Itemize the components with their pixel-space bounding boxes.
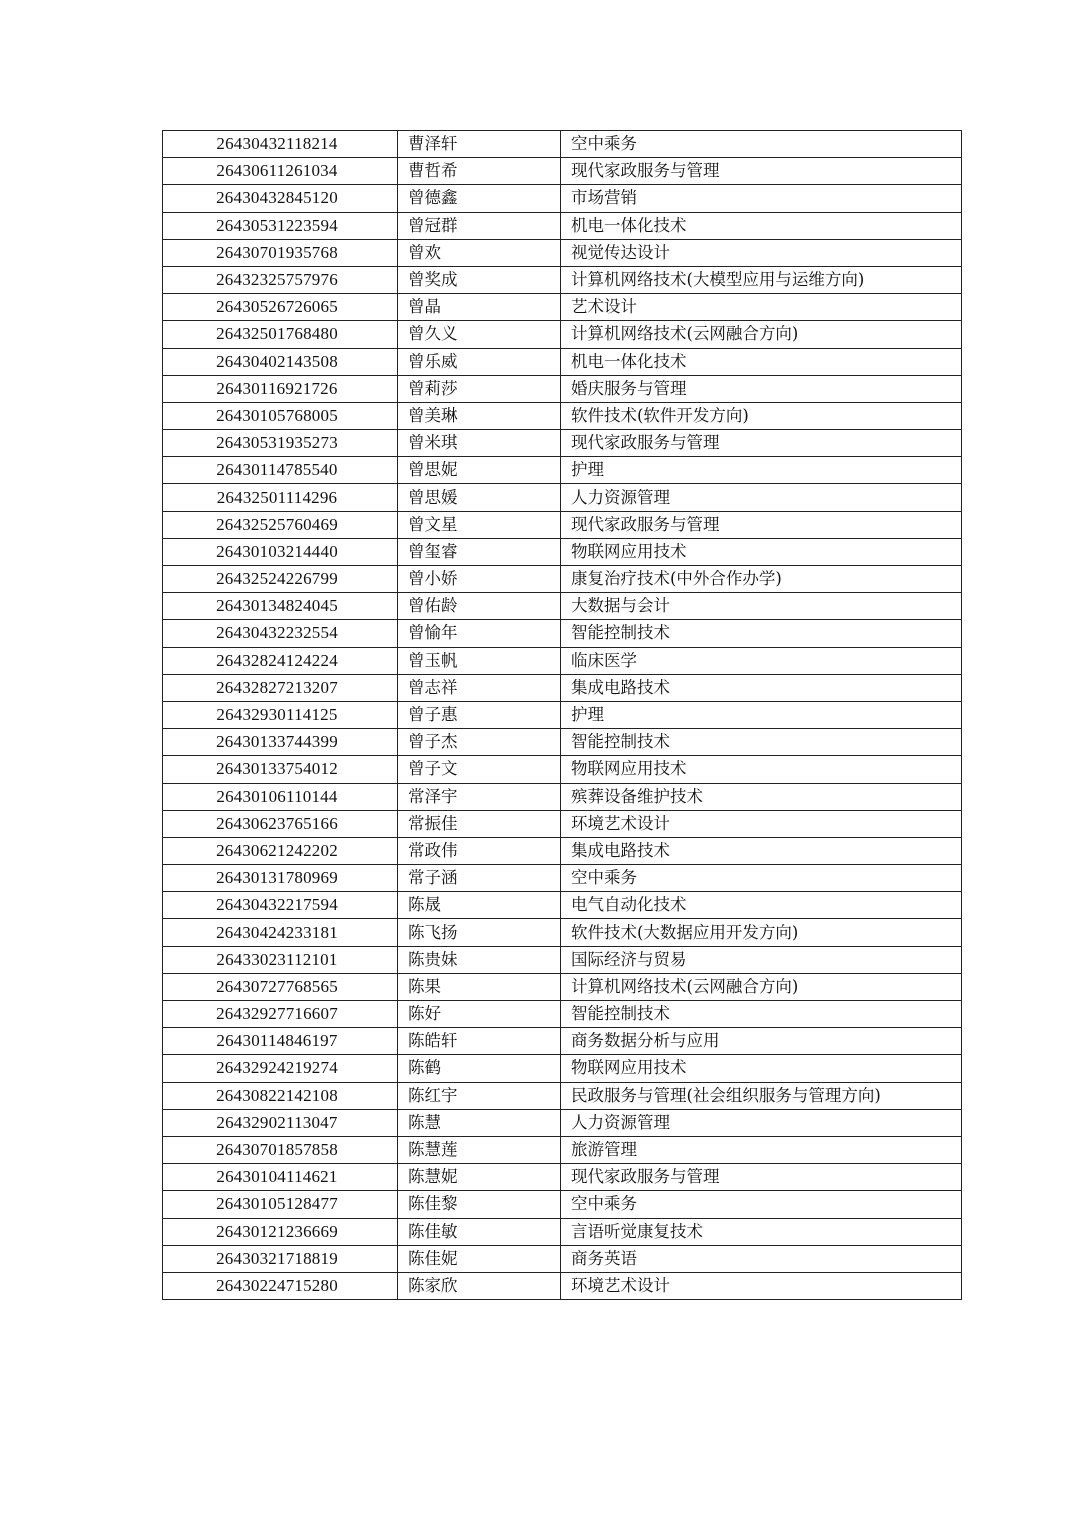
student-name-cell: 陈晟	[398, 892, 561, 919]
exam-number-cell: 26432824124224	[163, 647, 398, 674]
table-body	[163, 131, 962, 1300]
exam-number-cell: 26430611261034	[163, 158, 398, 185]
exam-number-cell: 26430321718819	[163, 1245, 398, 1272]
student-name-cell: 曾冠群	[398, 212, 561, 239]
student-name-cell: 曾晶	[398, 294, 561, 321]
table-row	[163, 457, 962, 484]
major-cell: 婚庆服务与管理	[561, 375, 962, 402]
major-cell: 康复治疗技术(中外合作办学)	[561, 566, 962, 593]
exam-number-cell: 26430621242202	[163, 837, 398, 864]
student-name-cell: 陈红宇	[398, 1082, 561, 1109]
student-list-table	[162, 130, 962, 1300]
exam-number-cell: 26432525760469	[163, 511, 398, 538]
exam-number-cell: 26430531935273	[163, 430, 398, 457]
student-name-cell: 常政伟	[398, 837, 561, 864]
major-cell: 计算机网络技术(云网融合方向)	[561, 973, 962, 1000]
table-row	[163, 1164, 962, 1191]
major-cell: 软件技术(软件开发方向)	[561, 402, 962, 429]
table-row	[163, 946, 962, 973]
exam-number-cell: 26430134824045	[163, 593, 398, 620]
major-cell: 护理	[561, 701, 962, 728]
student-name-cell: 曾米琪	[398, 430, 561, 457]
major-cell: 旅游管理	[561, 1136, 962, 1163]
table-row	[163, 185, 962, 212]
exam-number-cell: 26430402143508	[163, 348, 398, 375]
major-cell: 软件技术(大数据应用开发方向)	[561, 919, 962, 946]
major-cell: 大数据与会计	[561, 593, 962, 620]
table-row	[163, 919, 962, 946]
table-row	[163, 674, 962, 701]
student-name-cell: 曾德鑫	[398, 185, 561, 212]
table-row	[163, 1109, 962, 1136]
exam-number-cell: 26432524226799	[163, 566, 398, 593]
table-row	[163, 810, 962, 837]
student-name-cell: 陈佳妮	[398, 1245, 561, 1272]
exam-number-cell: 26430432217594	[163, 892, 398, 919]
exam-number-cell: 26432930114125	[163, 701, 398, 728]
table-row	[163, 321, 962, 348]
student-name-cell: 陈果	[398, 973, 561, 1000]
student-name-cell: 曾思媛	[398, 484, 561, 511]
student-name-cell: 曾思妮	[398, 457, 561, 484]
exam-number-cell: 26432827213207	[163, 674, 398, 701]
exam-number-cell: 26430432118214	[163, 131, 398, 158]
major-cell: 智能控制技术	[561, 729, 962, 756]
table-row	[163, 1136, 962, 1163]
major-cell: 现代家政服务与管理	[561, 1164, 962, 1191]
table-row	[163, 1055, 962, 1082]
major-cell: 空中乘务	[561, 131, 962, 158]
table-row	[163, 375, 962, 402]
exam-number-cell: 26430104114621	[163, 1164, 398, 1191]
major-cell: 物联网应用技术	[561, 756, 962, 783]
student-name-cell: 曾美琳	[398, 402, 561, 429]
table-row	[163, 1082, 962, 1109]
table-row	[163, 1191, 962, 1218]
exam-number-cell: 26430121236669	[163, 1218, 398, 1245]
table-row	[163, 484, 962, 511]
exam-number-cell: 26430432232554	[163, 620, 398, 647]
table-row	[163, 892, 962, 919]
exam-number-cell: 26430133744399	[163, 729, 398, 756]
major-cell: 电气自动化技术	[561, 892, 962, 919]
student-name-cell: 常振佳	[398, 810, 561, 837]
exam-number-cell: 26432325757976	[163, 266, 398, 293]
exam-number-cell: 26430526726065	[163, 294, 398, 321]
exam-number-cell: 26430822142108	[163, 1082, 398, 1109]
student-name-cell: 曾久义	[398, 321, 561, 348]
major-cell: 智能控制技术	[561, 620, 962, 647]
major-cell: 民政服务与管理(社会组织服务与管理方向)	[561, 1082, 962, 1109]
major-cell: 人力资源管理	[561, 484, 962, 511]
table-row	[163, 538, 962, 565]
major-cell: 环境艺术设计	[561, 810, 962, 837]
table-row	[163, 756, 962, 783]
major-cell: 物联网应用技术	[561, 1055, 962, 1082]
student-name-cell: 曾莉莎	[398, 375, 561, 402]
student-name-cell: 曾愉年	[398, 620, 561, 647]
exam-number-cell: 26430106110144	[163, 783, 398, 810]
table-row	[163, 158, 962, 185]
exam-number-cell: 26430133754012	[163, 756, 398, 783]
major-cell: 国际经济与贸易	[561, 946, 962, 973]
major-cell: 空中乘务	[561, 1191, 962, 1218]
table-row	[163, 1272, 962, 1299]
exam-number-cell: 26432927716607	[163, 1001, 398, 1028]
exam-number-cell: 26430105128477	[163, 1191, 398, 1218]
exam-number-cell: 26430432845120	[163, 185, 398, 212]
student-name-cell: 陈鹤	[398, 1055, 561, 1082]
major-cell: 市场营销	[561, 185, 962, 212]
student-name-cell: 曾佑龄	[398, 593, 561, 620]
student-name-cell: 曹哲希	[398, 158, 561, 185]
table-row	[163, 1218, 962, 1245]
student-name-cell: 陈家欣	[398, 1272, 561, 1299]
student-name-cell: 曾玺睿	[398, 538, 561, 565]
exam-number-cell: 26432501768480	[163, 321, 398, 348]
student-name-cell: 曹泽轩	[398, 131, 561, 158]
exam-number-cell: 26430424233181	[163, 919, 398, 946]
major-cell: 商务数据分析与应用	[561, 1028, 962, 1055]
exam-number-cell: 26433023112101	[163, 946, 398, 973]
exam-number-cell: 26432902113047	[163, 1109, 398, 1136]
student-name-cell: 曾子杰	[398, 729, 561, 756]
exam-number-cell: 26430701857858	[163, 1136, 398, 1163]
student-name-cell: 陈贵妹	[398, 946, 561, 973]
major-cell: 言语听觉康复技术	[561, 1218, 962, 1245]
table-row	[163, 1245, 962, 1272]
major-cell: 计算机网络技术(云网融合方向)	[561, 321, 962, 348]
table-row	[163, 348, 962, 375]
table-row	[163, 701, 962, 728]
student-name-cell: 曾子惠	[398, 701, 561, 728]
table-row	[163, 729, 962, 756]
major-cell: 物联网应用技术	[561, 538, 962, 565]
major-cell: 现代家政服务与管理	[561, 511, 962, 538]
student-name-cell: 陈慧妮	[398, 1164, 561, 1191]
student-name-cell: 陈佳黎	[398, 1191, 561, 1218]
major-cell: 计算机网络技术(大模型应用与运维方向)	[561, 266, 962, 293]
student-name-cell: 曾子文	[398, 756, 561, 783]
major-cell: 环境艺术设计	[561, 1272, 962, 1299]
exam-number-cell: 26430531223594	[163, 212, 398, 239]
table-row	[163, 239, 962, 266]
student-name-cell: 常子涵	[398, 865, 561, 892]
major-cell: 商务英语	[561, 1245, 962, 1272]
exam-number-cell: 26430103214440	[163, 538, 398, 565]
table-row	[163, 430, 962, 457]
exam-number-cell: 26430131780969	[163, 865, 398, 892]
student-name-cell: 曾乐威	[398, 348, 561, 375]
student-name-cell: 陈皓轩	[398, 1028, 561, 1055]
exam-number-cell: 26432501114296	[163, 484, 398, 511]
major-cell: 现代家政服务与管理	[561, 430, 962, 457]
exam-number-cell: 26432924219274	[163, 1055, 398, 1082]
table-row	[163, 1028, 962, 1055]
major-cell: 智能控制技术	[561, 1001, 962, 1028]
student-name-cell: 曾欢	[398, 239, 561, 266]
major-cell: 空中乘务	[561, 865, 962, 892]
student-name-cell: 陈佳敏	[398, 1218, 561, 1245]
student-name-cell: 曾志祥	[398, 674, 561, 701]
major-cell: 机电一体化技术	[561, 212, 962, 239]
major-cell: 现代家政服务与管理	[561, 158, 962, 185]
table-row	[163, 511, 962, 538]
exam-number-cell: 26430114785540	[163, 457, 398, 484]
student-name-cell: 常泽宇	[398, 783, 561, 810]
major-cell: 机电一体化技术	[561, 348, 962, 375]
student-name-cell: 曾小娇	[398, 566, 561, 593]
student-name-cell: 陈慧莲	[398, 1136, 561, 1163]
table-row	[163, 131, 962, 158]
table-row	[163, 837, 962, 864]
exam-number-cell: 26430114846197	[163, 1028, 398, 1055]
table-row	[163, 1001, 962, 1028]
student-name-cell: 陈好	[398, 1001, 561, 1028]
exam-number-cell: 26430623765166	[163, 810, 398, 837]
table-row	[163, 212, 962, 239]
table-row	[163, 620, 962, 647]
table-row	[163, 402, 962, 429]
major-cell: 临床医学	[561, 647, 962, 674]
student-name-cell: 曾奖成	[398, 266, 561, 293]
major-cell: 集成电路技术	[561, 837, 962, 864]
exam-number-cell: 26430105768005	[163, 402, 398, 429]
student-name-cell: 陈飞扬	[398, 919, 561, 946]
major-cell: 护理	[561, 457, 962, 484]
table-row	[163, 783, 962, 810]
exam-number-cell: 26430224715280	[163, 1272, 398, 1299]
document-page	[162, 130, 961, 1300]
table-row	[163, 566, 962, 593]
student-name-cell: 曾文星	[398, 511, 561, 538]
major-cell: 殡葬设备维护技术	[561, 783, 962, 810]
table-row	[163, 865, 962, 892]
major-cell: 集成电路技术	[561, 674, 962, 701]
exam-number-cell: 26430116921726	[163, 375, 398, 402]
student-name-cell: 曾玉帆	[398, 647, 561, 674]
major-cell: 人力资源管理	[561, 1109, 962, 1136]
table-row	[163, 647, 962, 674]
exam-number-cell: 26430701935768	[163, 239, 398, 266]
table-row	[163, 266, 962, 293]
student-name-cell: 陈慧	[398, 1109, 561, 1136]
table-row	[163, 973, 962, 1000]
exam-number-cell: 26430727768565	[163, 973, 398, 1000]
table-row	[163, 593, 962, 620]
table-row	[163, 294, 962, 321]
major-cell: 视觉传达设计	[561, 239, 962, 266]
major-cell: 艺术设计	[561, 294, 962, 321]
